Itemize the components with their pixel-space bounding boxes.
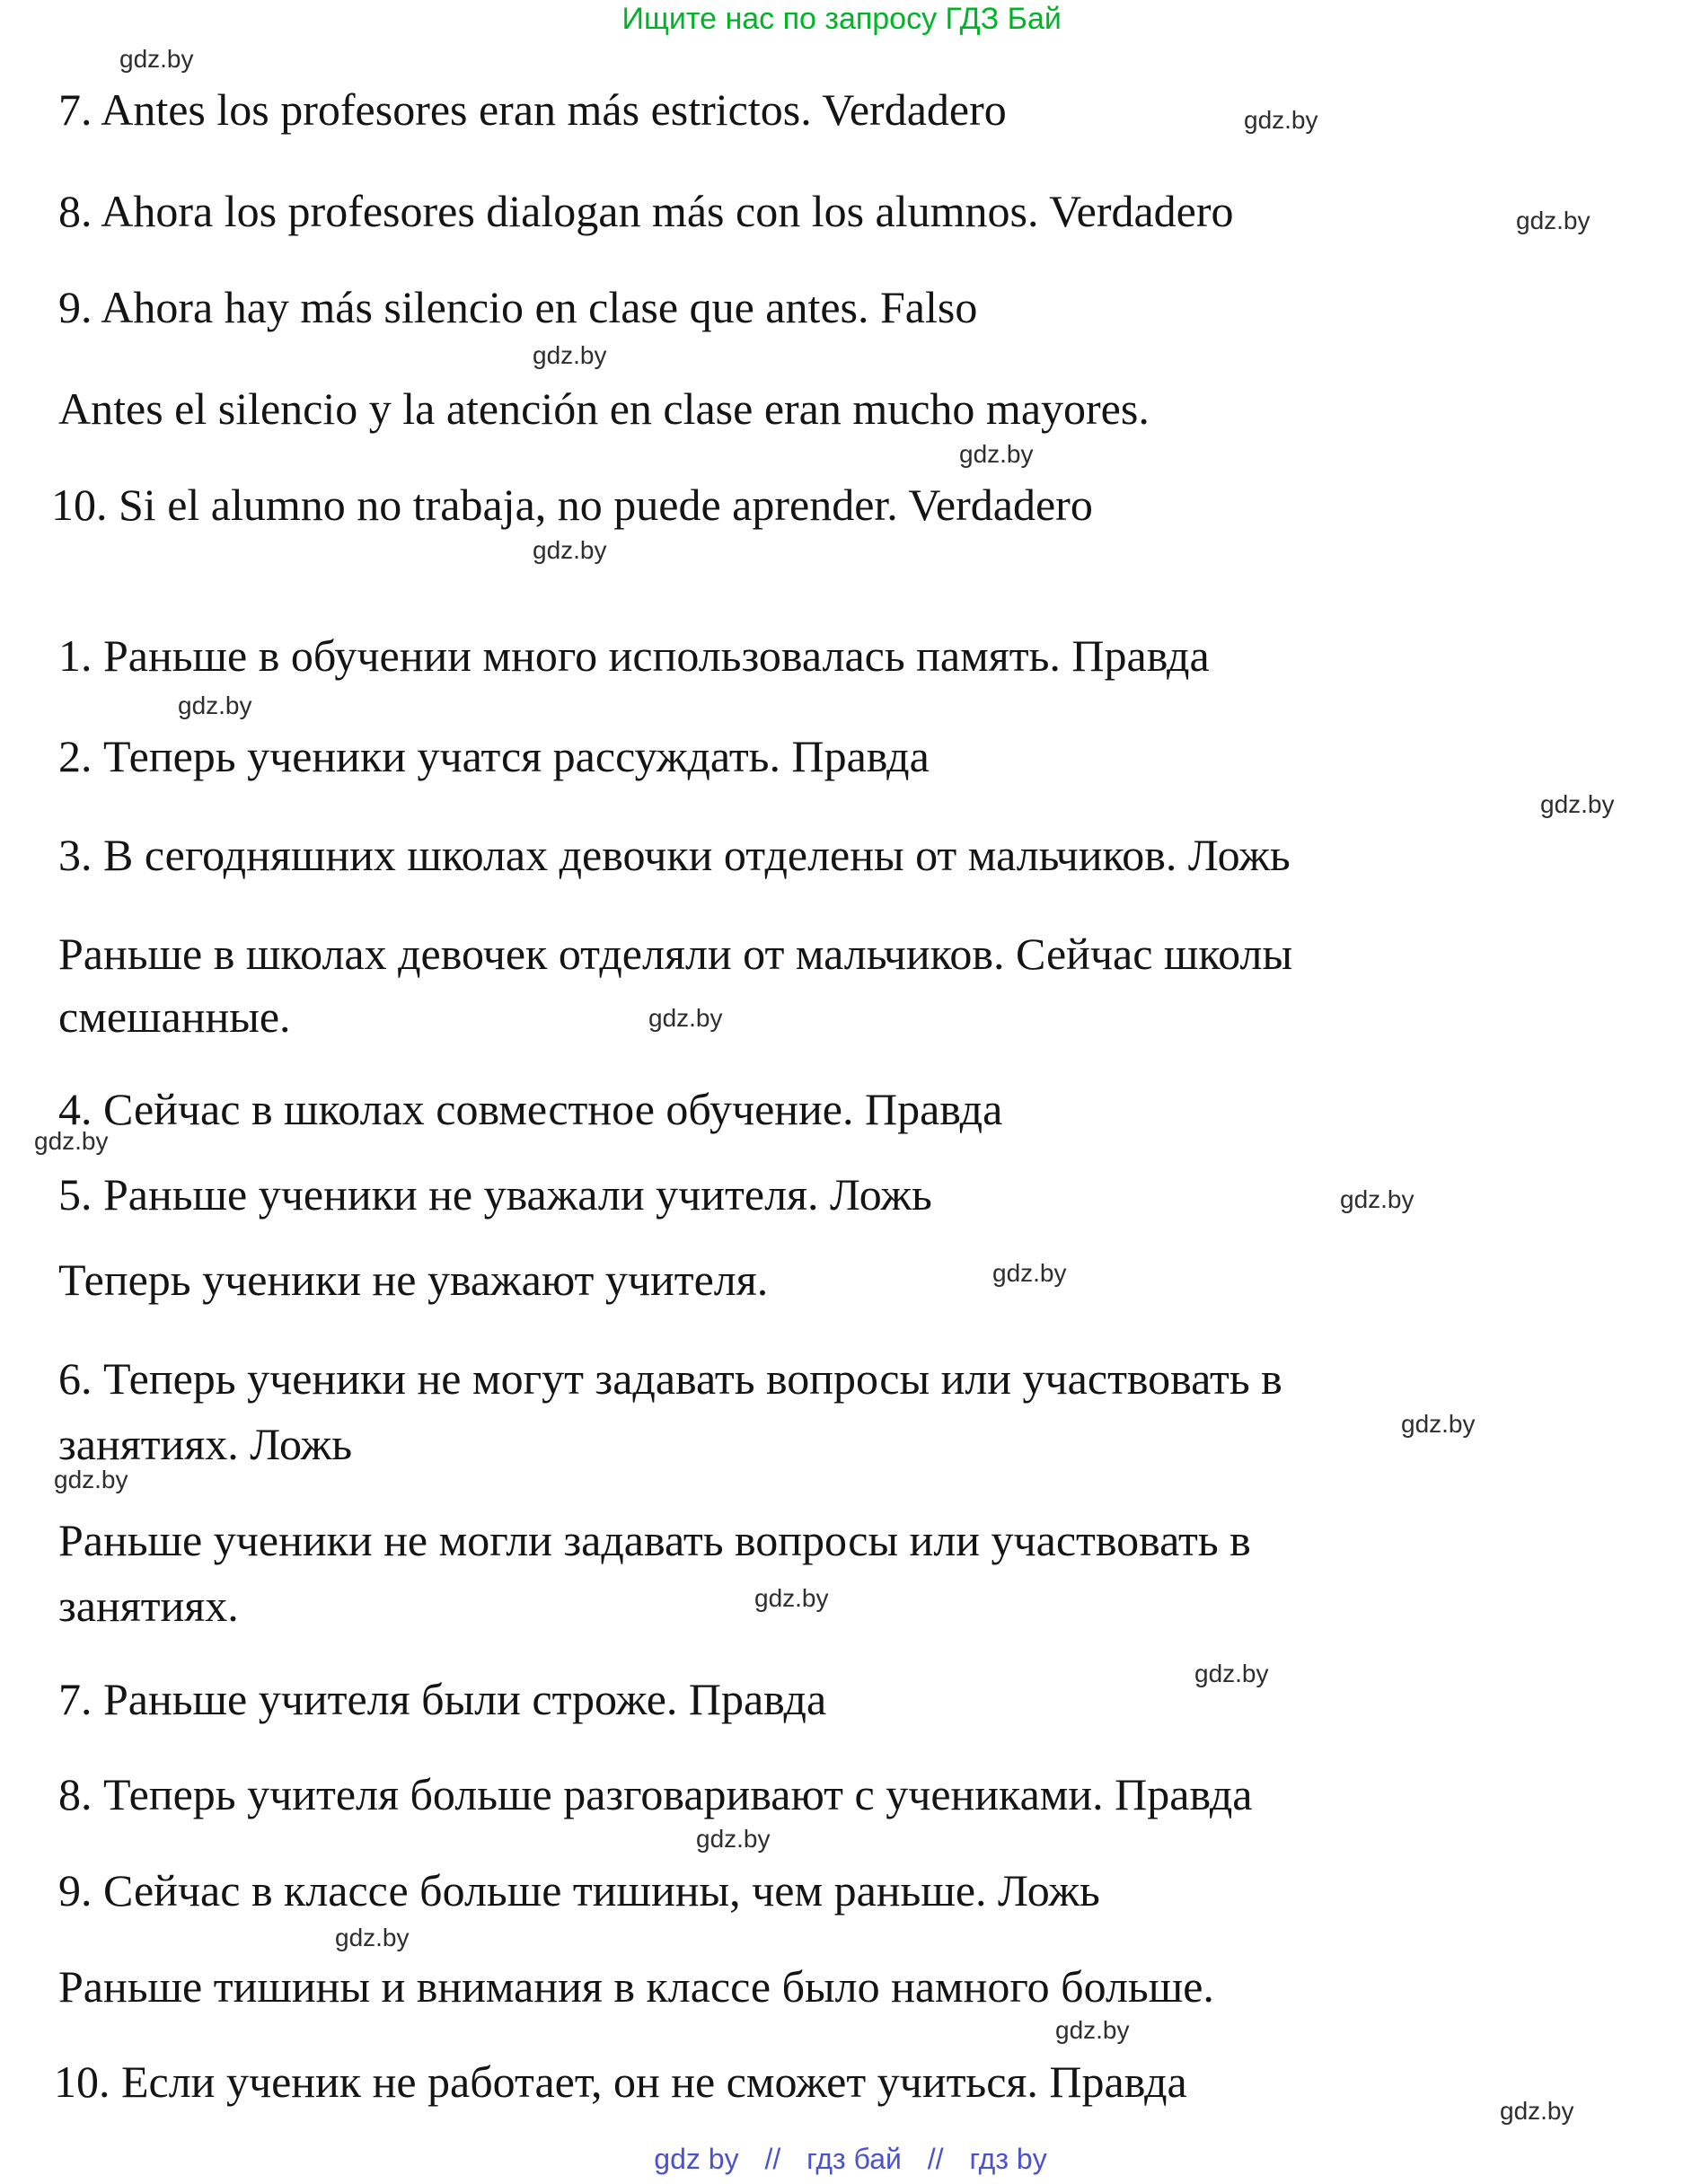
text-line: 5. Раньше ученики не уважали учителя. Ложь [58, 1169, 932, 1220]
watermark: gdz.by [1194, 1660, 1269, 1687]
text-line: 1. Раньше в обучении много использовалась память. Правда [58, 630, 1210, 681]
watermark: gdz.by [648, 1004, 723, 1032]
watermark: gdz.by [754, 1584, 829, 1612]
watermark: gdz.by [533, 536, 607, 564]
watermark: gdz.by [1540, 790, 1615, 818]
text-line: Раньше ученики не могли задавать вопросы или участвовать в [58, 1515, 1251, 1565]
footer-separator: // [927, 2143, 944, 2175]
text-line: 2. Теперь ученики учатся рассуждать. Правда [58, 731, 930, 781]
watermark: gdz.by [335, 1924, 410, 1951]
footer-link[interactable]: гдз by [969, 2143, 1047, 2175]
watermark: gdz.by [1055, 2016, 1130, 2044]
watermark: gdz.by [959, 440, 1034, 468]
watermark: gdz.by [178, 691, 252, 719]
text-line: 7. Раньше учителя были строже. Правда [58, 1674, 827, 1724]
watermark: gdz.by [1340, 1185, 1415, 1213]
text-line: 4. Сейчас в школах совместное обучение. Правда [58, 1084, 1003, 1134]
promo-banner: Ищите нас по запросу ГДЗ Бай [621, 2, 1062, 36]
text-line: Раньше в школах девочек отделяли от мальчиков. Сейчас школы [58, 929, 1293, 979]
watermark: gdz.by [1401, 1410, 1476, 1438]
text-line: 7. Antes los profesores eran más estrictos. Verdadero [58, 84, 1007, 135]
watermark: gdz.by [1516, 207, 1591, 234]
watermark: gdz.by [1500, 2097, 1574, 2125]
text-line: Antes el silencio y la atención en clase eran mucho mayores. [58, 383, 1150, 434]
footer-link[interactable]: gdz by [654, 2143, 739, 2175]
text-line: 6. Теперь ученики не могут задавать вопросы или участвовать в [58, 1353, 1282, 1404]
watermark: gdz.by [533, 341, 607, 369]
footer [645, 2143, 1055, 2176]
watermark: gdz.by [34, 1127, 109, 1155]
watermark: gdz.by [992, 1259, 1067, 1287]
text-line: 8. Теперь учителя больше разговаривают с учениками. Правда [58, 1769, 1253, 1819]
text-line: 3. В сегодняшних школах девочки отделены от мальчиков. Ложь [58, 830, 1291, 880]
text-line: занятиях. [58, 1581, 239, 1631]
footer-separator: // [764, 2143, 781, 2175]
watermark: gdz.by [54, 1466, 128, 1493]
text-line: 10. Si el alumno no trabaja, no puede aprender. Verdadero [51, 480, 1093, 530]
text-line: 10. Если ученик не работает, он не сможет учиться. Правда [54, 2056, 1187, 2107]
watermark: gdz.by [119, 45, 194, 73]
text-line: 8. Ahora los profesores dialogan más con los alumnos. Verdadero [58, 186, 1234, 236]
watermark: gdz.by [1244, 106, 1318, 134]
text-line: 9. Сейчас в классе больше тишины, чем раньше. Ложь [58, 1865, 1100, 1915]
text-line: смешанные. [58, 991, 291, 1042]
text-line: занятиях. Ложь [58, 1419, 353, 1469]
text-line: Теперь ученики не уважают учителя. [58, 1255, 769, 1305]
footer-link[interactable]: гдз бай [806, 2143, 902, 2175]
text-line: 9. Ahora hay más silencio en clase que antes. Falso [58, 282, 978, 332]
watermark: gdz.by [696, 1825, 771, 1853]
text-line: Раньше тишины и внимания в классе было намного больше. [58, 1961, 1214, 2012]
